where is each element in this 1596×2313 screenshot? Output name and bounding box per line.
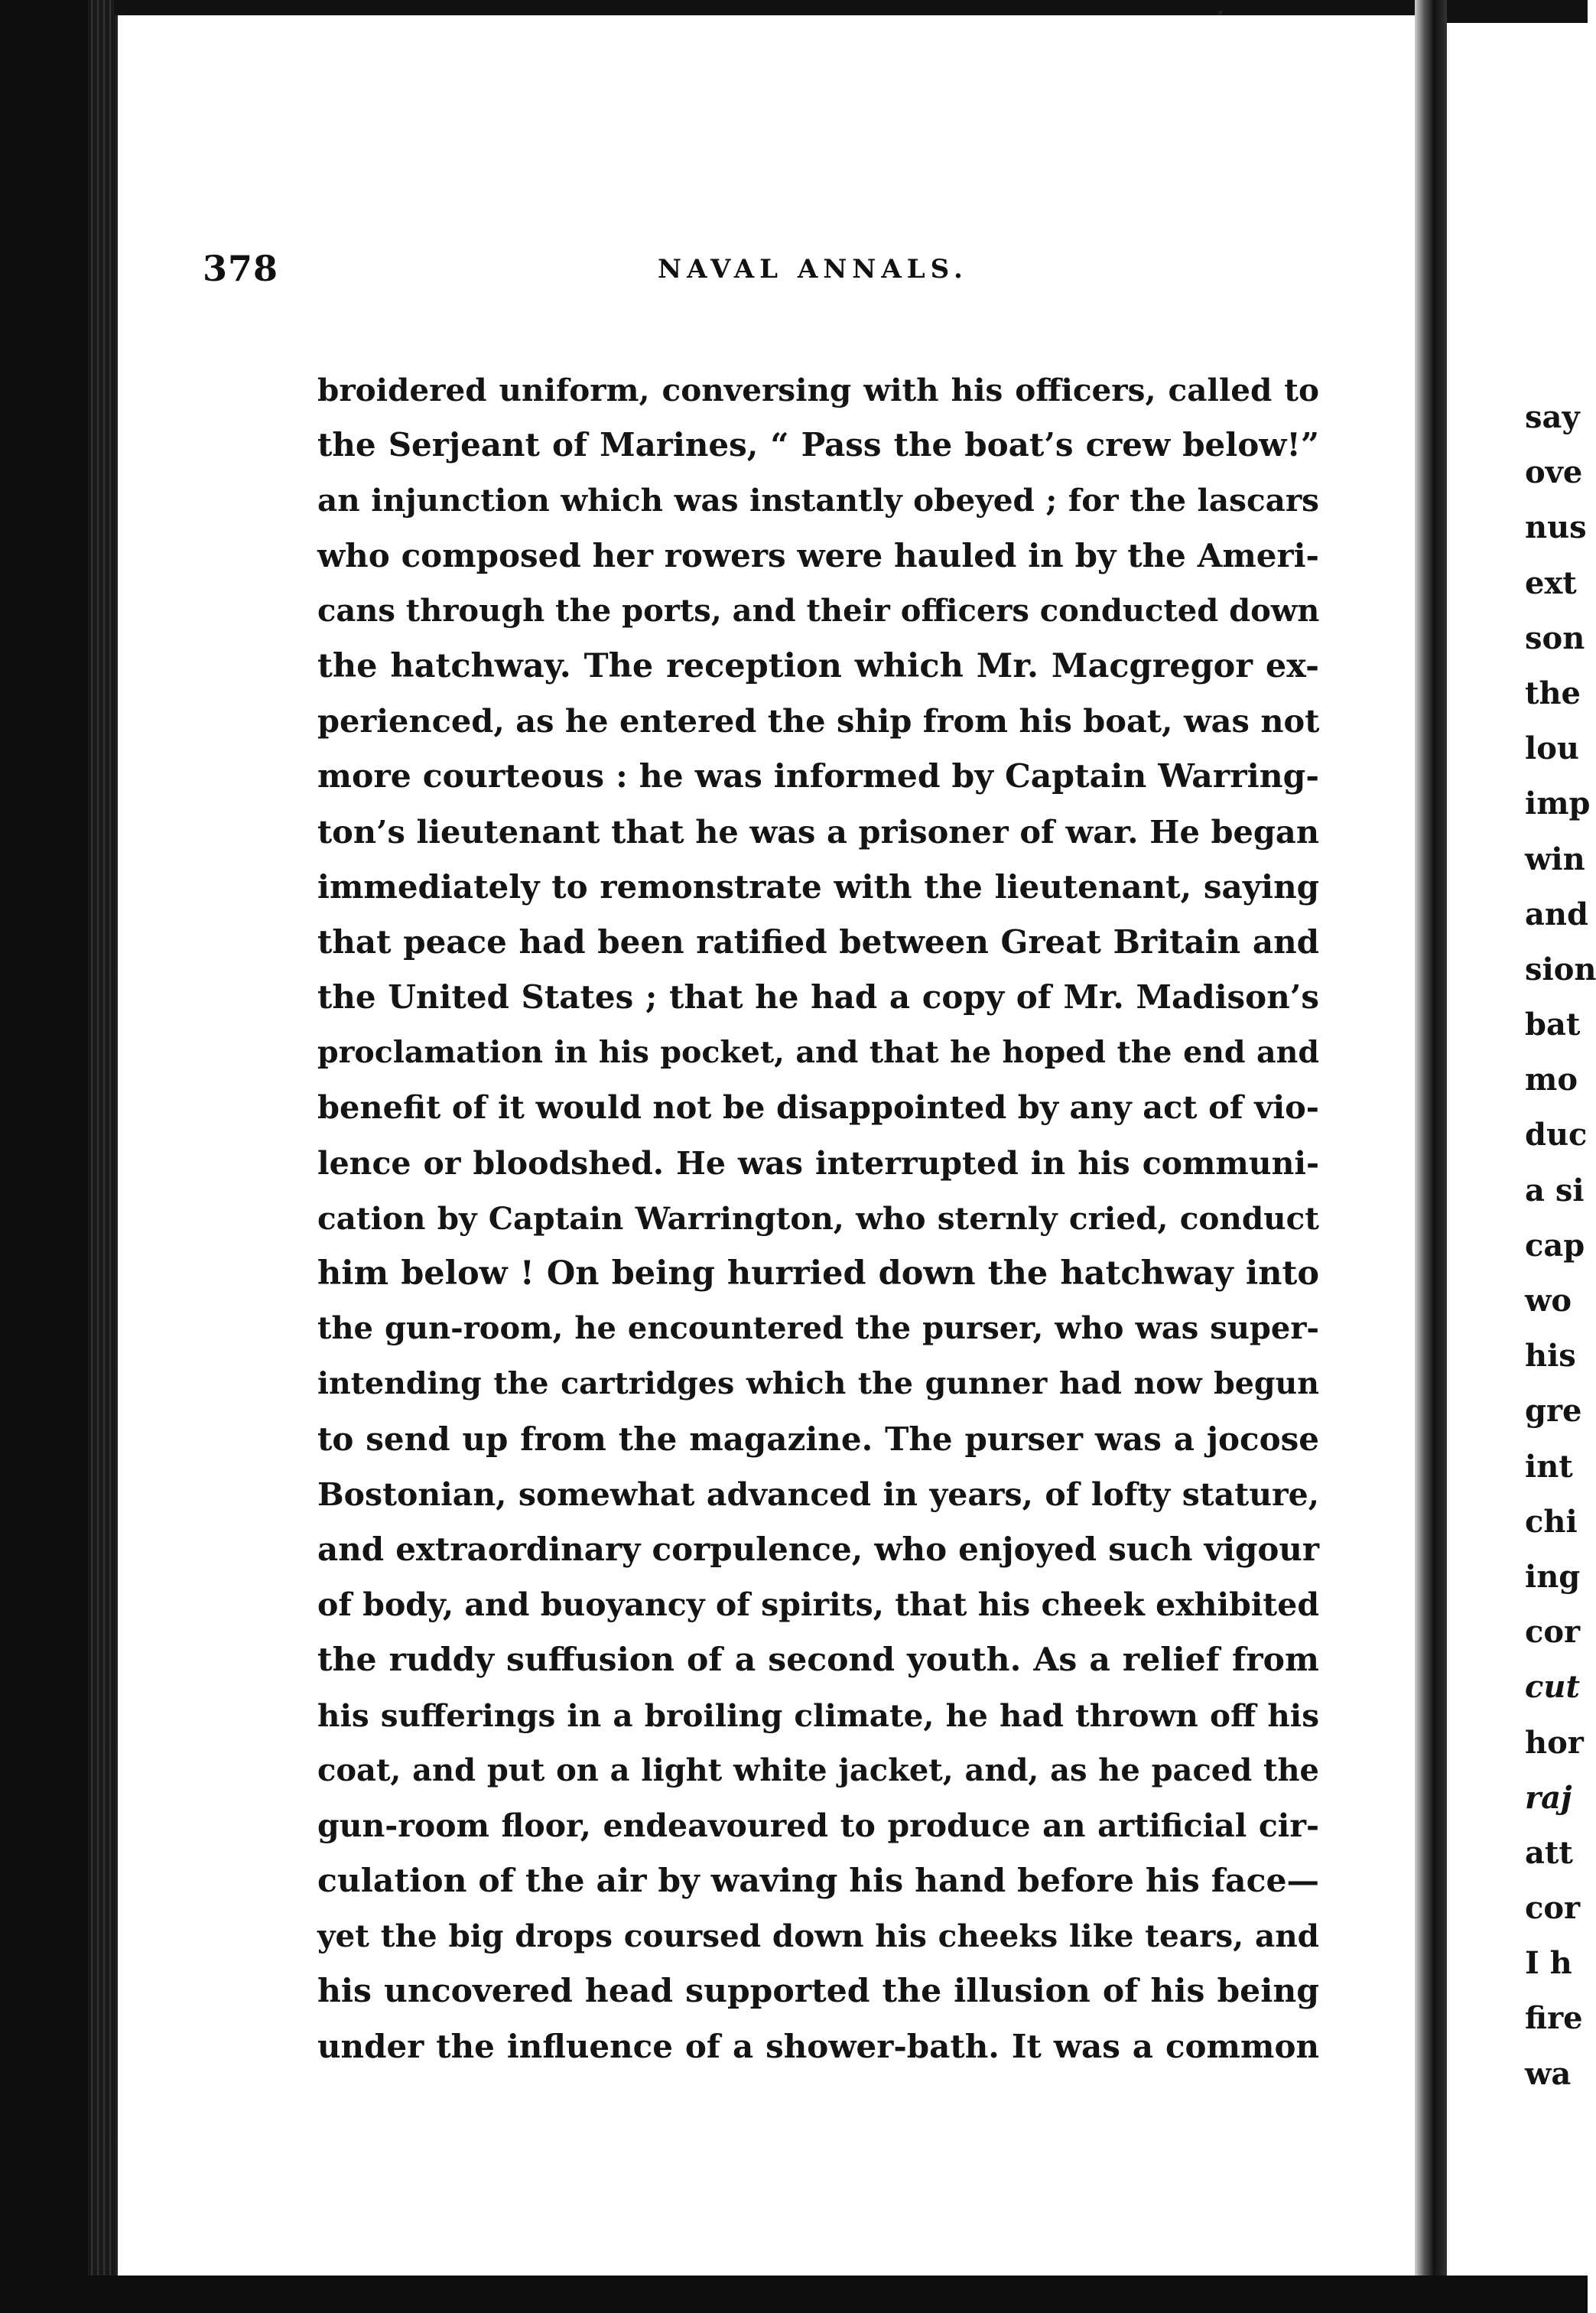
text-line: more courteous : he was informed by Captain Warring- xyxy=(317,757,1319,796)
dust-speck xyxy=(1218,11,1222,15)
text-line: him below ! On being hurried down the hatchway into xyxy=(317,1254,1319,1293)
text-line: an injunction which was instantly obeyed ; for the lascars xyxy=(317,482,1319,519)
scan-background-right-top xyxy=(1447,0,1588,23)
text-line: the hatchway. The reception which Mr. Macgregor ex- xyxy=(317,646,1319,685)
facing-line-fragment: cor xyxy=(1525,1890,1581,1927)
text-line: cans through the ports, and their officers conducted down xyxy=(317,592,1320,629)
text-line: who composed her rowers were hauled in by the Ameri- xyxy=(317,536,1319,574)
facing-line-fragment: cap xyxy=(1525,1227,1585,1264)
text-line: the ruddy suffusion of a second youth. As a relief from xyxy=(317,1641,1319,1680)
text-line: his uncovered head supported the illusion of his being xyxy=(317,1972,1319,2011)
text-line: yet the big drops coursed down his cheeks like tears, and xyxy=(317,1918,1319,1955)
facing-line-fragment: ove xyxy=(1525,454,1583,491)
facing-line-fragment: wa xyxy=(1525,2055,1572,2092)
text-line: to send up from the magazine. The purser was a jocose xyxy=(317,1420,1319,1458)
facing-line-fragment: the xyxy=(1525,675,1581,711)
text-line: under the influence of a shower-bath. It was a common xyxy=(317,2027,1319,2065)
text-line: culation of the air by waving his hand before his face— xyxy=(317,1862,1319,1901)
facing-line-fragment: hor xyxy=(1525,1724,1584,1761)
scan-background-bottom xyxy=(0,2276,1588,2313)
text-line: benefit of it would not be disappointed by any act of vio- xyxy=(317,1088,1319,1127)
page-header xyxy=(203,248,1334,301)
text-line: proclamation in his pocket, and that he hoped the end and xyxy=(317,1035,1319,1071)
facing-line-fragment: bat xyxy=(1525,1007,1581,1043)
text-line: gun-room floor, endeavoured to produce an artificial cir- xyxy=(317,1807,1319,1844)
text-line: the gun-room, he encountered the purser, who was super- xyxy=(317,1310,1319,1347)
facing-line-fragment: lou xyxy=(1525,730,1579,767)
facing-line-fragment: and xyxy=(1525,896,1588,932)
page-gutter xyxy=(1415,0,1447,2313)
facing-line-fragment: imp xyxy=(1525,786,1591,822)
text-line: ton’s lieutenant that he was a prisoner of war. He began xyxy=(317,812,1319,851)
text-line: broidered uniform, conversing with his officers, called to xyxy=(317,372,1319,408)
running-head: NAVAL ANNALS. xyxy=(658,254,968,285)
text-line: his sufferings in a broiling climate, he had thrown off his xyxy=(317,1697,1319,1734)
facing-line-fragment: chi xyxy=(1525,1503,1578,1540)
text-line: lence or bloodshed. He was interrupted in his communi- xyxy=(317,1144,1319,1182)
text-line: that peace had been ratified between Great Britain and xyxy=(317,922,1319,961)
facing-line-fragment: int xyxy=(1525,1448,1573,1485)
text-line: immediately to remonstrate with the lieutenant, saying xyxy=(317,867,1319,906)
facing-line-fragment: I h xyxy=(1525,1945,1572,1982)
text-line: of body, and buoyancy of spirits, that his cheek exhibited xyxy=(317,1586,1319,1624)
facing-line-fragment: raj xyxy=(1525,1779,1572,1816)
facing-line-fragment: duc xyxy=(1525,1117,1588,1153)
text-line: Bostonian, somewhat advanced in years, of lofty stature, xyxy=(317,1475,1319,1513)
text-line: intending the cartridges which the gunner had now begun xyxy=(317,1366,1319,1402)
facing-line-fragment: ing xyxy=(1525,1558,1581,1595)
book-edge xyxy=(88,0,115,2313)
facing-line-fragment: say xyxy=(1525,399,1580,435)
facing-line-fragment: son xyxy=(1525,620,1585,656)
page-number: 378 xyxy=(203,248,279,289)
text-line: and extraordinary corpulence, who enjoyed such vigour xyxy=(317,1530,1319,1568)
facing-line-fragment: win xyxy=(1525,841,1585,877)
facing-line-fragment: gre xyxy=(1525,1393,1582,1430)
text-line: coat, and put on a light white jacket, and, as he paced the xyxy=(317,1752,1319,1788)
facing-line-fragment: ext xyxy=(1525,564,1577,601)
facing-line-fragment: fire xyxy=(1525,2000,1583,2037)
body-text xyxy=(317,363,1319,2074)
facing-line-fragment: his xyxy=(1525,1338,1576,1374)
facing-line-fragment: cor xyxy=(1525,1614,1581,1651)
facing-line-fragment: nus xyxy=(1525,509,1587,546)
facing-line-fragment: a si xyxy=(1525,1172,1585,1209)
text-line: the Serjeant of Marines, “ Pass the boat’s crew below!” xyxy=(317,426,1319,464)
facing-line-fragment: sion xyxy=(1525,951,1596,987)
text-line: the United States ; that he had a copy of Mr. Madison’s xyxy=(317,978,1319,1017)
facing-line-fragment: att xyxy=(1525,1834,1573,1871)
facing-line-fragment: mo xyxy=(1525,1062,1578,1098)
facing-page xyxy=(1447,15,1596,2276)
facing-line-fragment: cut xyxy=(1525,1669,1580,1706)
text-line: perienced, as he entered the ship from his boat, was not xyxy=(317,702,1320,740)
facing-line-fragment: wo xyxy=(1525,1283,1572,1319)
facing-page-text xyxy=(1525,390,1594,2102)
text-line: cation by Captain Warrington, who sternly cried, conduct xyxy=(317,1199,1319,1237)
